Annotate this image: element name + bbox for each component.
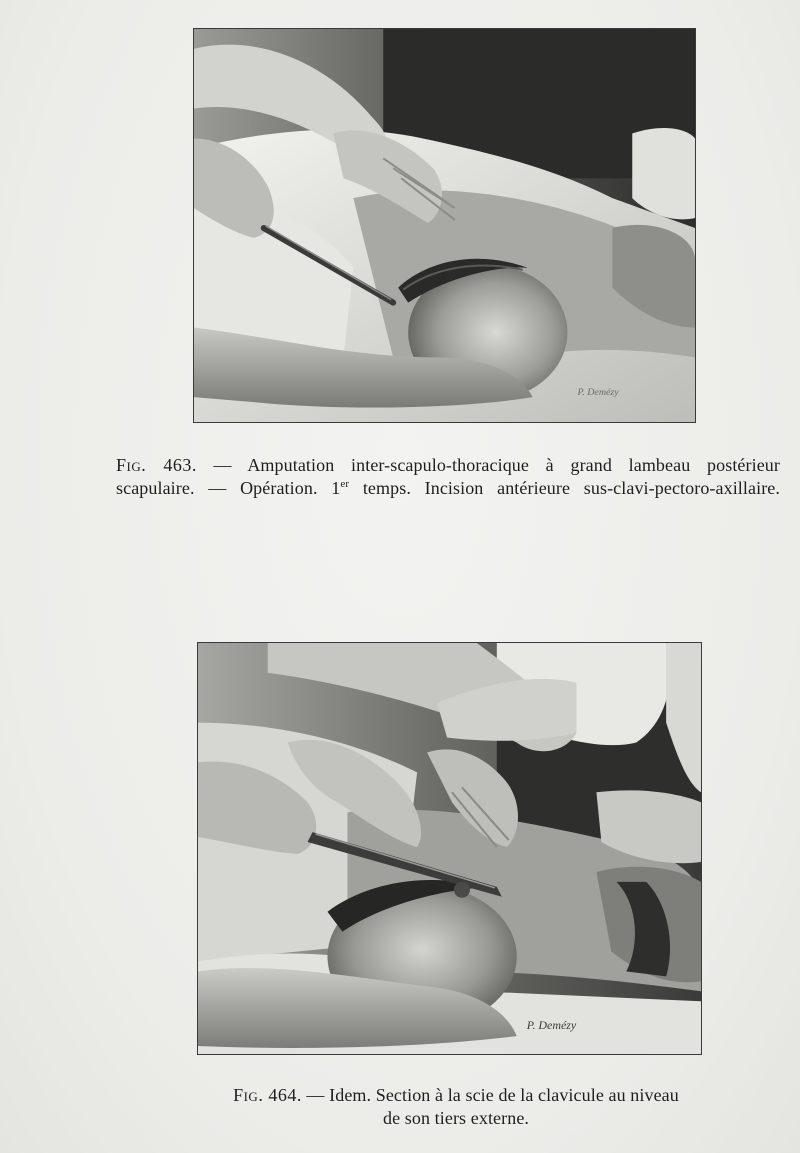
figure-463-label: Fig. 463. xyxy=(116,455,197,475)
figure-464-caption-line2: de son tiers externe. xyxy=(382,1108,530,1128)
figure-463-caption-line2b: temps. Incision antérieure sus-clavi-pectoro-axillaire. xyxy=(349,478,780,498)
photo-signature-2: P. Demézy xyxy=(526,1018,577,1033)
figure-463-caption-line1: — Amputation inter-scapulo-thoracique à grand lambeau postérieur xyxy=(213,455,780,475)
figure-464-caption-line1: — Idem. Section à la scie de la clavicule au niveau xyxy=(301,1085,679,1105)
figure-463-photograph xyxy=(193,28,696,423)
photo-signature-1: P. Demézy xyxy=(577,387,619,399)
figure-464-caption xyxy=(196,1084,716,1130)
figure-464-label: Fig. 464. xyxy=(233,1085,302,1105)
surgery-photo-1 xyxy=(194,29,695,422)
figure-463-caption-sup: er xyxy=(340,478,350,490)
figure-464-photograph xyxy=(197,642,702,1055)
figure-463-caption-line2a: scapulaire. — Opération. 1 xyxy=(116,478,341,498)
surgery-photo-2 xyxy=(198,643,701,1054)
figure-463-caption xyxy=(116,454,780,500)
